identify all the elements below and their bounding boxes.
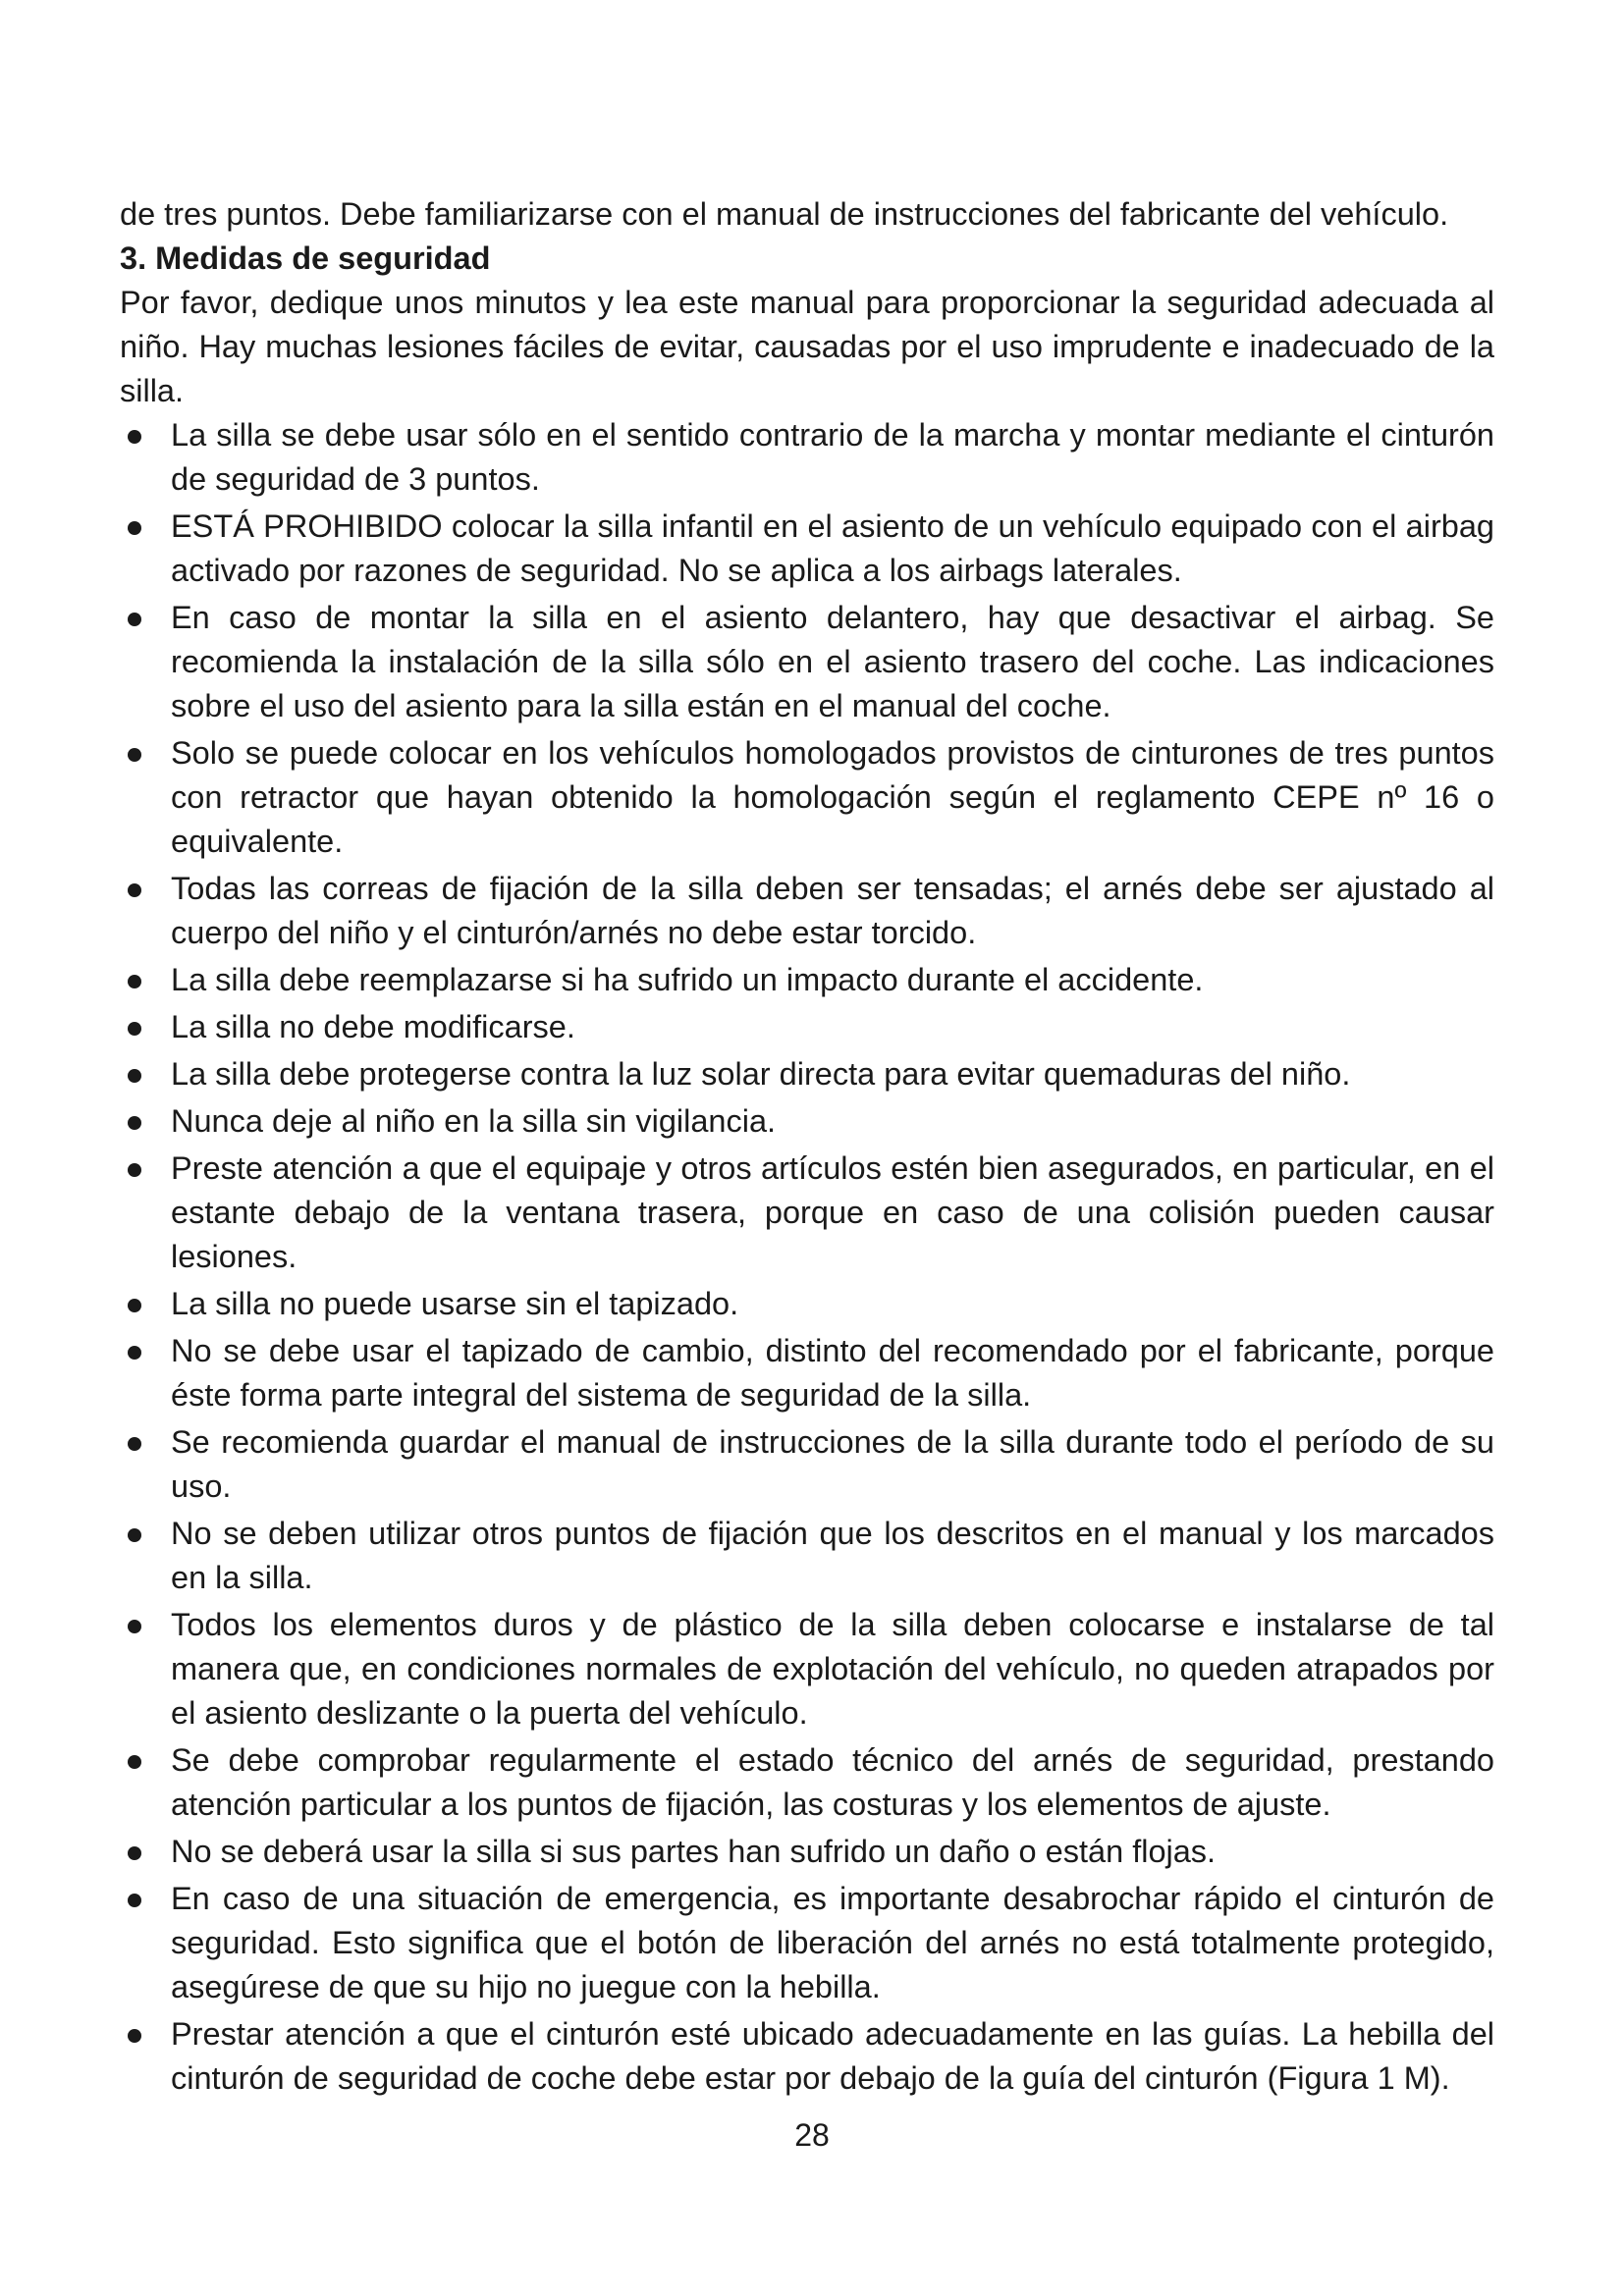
list-item: Se debe comprobar regularmente el estado técnico del arnés de seguridad, prestando atención particular a los puntos de fijación, las costuras y los elementos de ajuste. <box>120 1738 1494 1827</box>
list-item: ESTÁ PROHIBIDO colocar la silla infantil en el asiento de un vehículo equipado con el airbag activado por razones de seguridad. No se aplica a los airbags laterales. <box>120 505 1494 593</box>
list-item: Solo se puede colocar en los vehículos homologados provistos de cinturones de tres puntos con retractor que hayan obtenido la homologación según el reglamento CEPE nº 16 o equivalente. <box>120 731 1494 864</box>
list-item: Todos los elementos duros y de plástico de la silla deben colocarse e instalarse de tal manera que, en condiciones normales de explotación del vehículo, no queden atrapados por el asiento deslizante o la puerta del vehículo. <box>120 1603 1494 1735</box>
list-item: Prestar atención a que el cinturón esté ubicado adecuadamente en las guías. La hebilla del cinturón de seguridad de coche debe estar por debajo de la guía del cinturón (Figura 1 M). <box>120 2012 1494 2101</box>
bullet-icon <box>128 1116 141 1130</box>
bullet-icon <box>128 1755 141 1769</box>
list-item: Se recomienda guardar el manual de instrucciones de la silla durante todo el período de su uso. <box>120 1420 1494 1509</box>
bullet-icon <box>128 1894 141 1907</box>
document-body <box>120 192 1494 2104</box>
list-item: Todas las correas de fijación de la silla deben ser tensadas; el arnés debe ser ajustado al cuerpo del niño y el cinturón/arnés no debe estar torcido. <box>120 867 1494 955</box>
bullet-icon <box>128 883 141 897</box>
bullet-icon <box>128 1163 141 1177</box>
list-item: La silla no debe modificarse. <box>120 1005 1494 1049</box>
section-heading: 3. Medidas de seguridad <box>120 240 491 276</box>
bullet-icon <box>128 1299 141 1312</box>
list-item: Nunca deje al niño en la silla sin vigilancia. <box>120 1099 1494 1144</box>
list-item: Preste atención a que el equipaje y otros artículos estén bien asegurados, en particular, en el estante debajo de la ventana trasera, porque en caso de una colisión pueden causar lesiones. <box>120 1147 1494 1279</box>
list-item: No se debe usar el tapizado de cambio, distinto del recomendado por el fabricante, porque éste forma parte integral del sistema de seguridad de la silla. <box>120 1329 1494 1417</box>
continuation-text: de tres puntos. Debe familiarizarse con el manual de instrucciones del fabricante del vehículo. <box>120 196 1449 232</box>
safety-list <box>120 413 1494 2101</box>
bullet-icon <box>128 1022 141 1036</box>
bullet-icon <box>128 975 141 988</box>
bullet-icon <box>128 1437 141 1451</box>
bullet-icon <box>128 1620 141 1633</box>
list-item: No se deben utilizar otros puntos de fijación que los descritos en el manual y los marcados en la silla. <box>120 1512 1494 1600</box>
list-item: En caso de montar la silla en el asiento delantero, hay que desactivar el airbag. Se recomienda la instalación de la silla sólo en el asiento trasero del coche. Las indicaciones sobre el uso del asiento para la silla están en el manual del coche. <box>120 596 1494 728</box>
list-item: La silla debe reemplazarse si ha sufrido un impacto durante el accidente. <box>120 958 1494 1002</box>
list-item: No se deberá usar la silla si sus partes han sufrido un daño o están flojas. <box>120 1830 1494 1874</box>
bullet-icon <box>128 430 141 444</box>
bullet-icon <box>128 1346 141 1360</box>
list-item: La silla no puede usarse sin el tapizado. <box>120 1282 1494 1326</box>
bullet-icon <box>128 613 141 626</box>
bullet-icon <box>128 748 141 762</box>
bullet-icon <box>128 2029 141 2043</box>
bullet-icon <box>128 1846 141 1860</box>
page-number: 28 <box>794 2117 830 2153</box>
list-item: En caso de una situación de emergencia, es importante desabrochar rápido el cinturón de seguridad. Esto significa que el botón de liberación del arnés no está totalmente protegido, asegúrese de que su hijo no juegue con la hebilla. <box>120 1877 1494 2009</box>
bullet-icon <box>128 521 141 535</box>
list-item: La silla debe protegerse contra la luz solar directa para evitar quemaduras del niño. <box>120 1052 1494 1096</box>
bullet-icon <box>128 1528 141 1542</box>
bullet-icon <box>128 1069 141 1083</box>
list-item: La silla se debe usar sólo en el sentido contrario de la marcha y montar mediante el cinturón de seguridad de 3 puntos. <box>120 413 1494 502</box>
intro-paragraph: Por favor, dedique unos minutos y lea este manual para proporcionar la seguridad adecuada al niño. Hay muchas lesiones fáciles de evitar, causadas por el uso imprudente e inadecuado de la silla. <box>120 285 1494 408</box>
